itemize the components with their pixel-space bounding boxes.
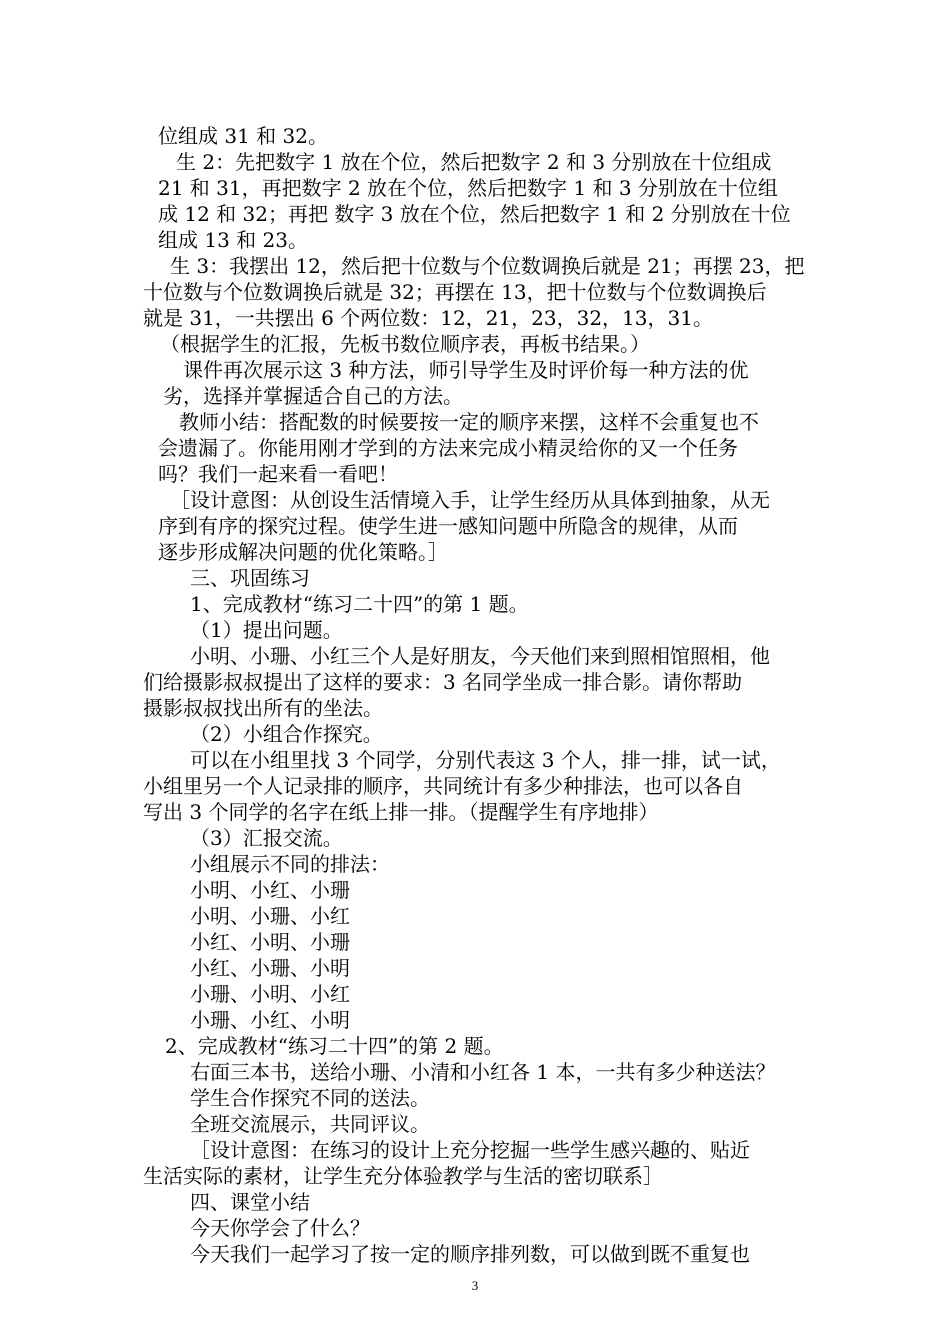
text-line: 生 2：先把数字 1 放在个位，然后把数字 2 和 3 分别放在十位组成 [176, 150, 772, 174]
text-line: 小组里另一个人记录排的顺序，共同统计有多少种排法，也可以各自 [143, 774, 743, 798]
text-line: ［设计意图：在练习的设计上充分挖掘一些学生感兴趣的、贴近 [190, 1138, 750, 1162]
text-line: 小组展示不同的排法： [190, 852, 390, 876]
text-line: （1）提出问题。 [190, 618, 343, 642]
text-line: 今天我们一起学习了按一定的顺序排列数，可以做到既不重复也 [190, 1242, 750, 1266]
text-line: 劣，选择并掌握适合自己的方法。 [163, 384, 463, 408]
text-line: 吗？我们一起来看一看吧！ [158, 462, 398, 486]
list-item: 小明、小红、小珊 [190, 878, 350, 902]
text-line: 今天你学会了什么？ [190, 1216, 370, 1240]
text-line: 序到有序的探究过程。使学生进一感知问题中所隐含的规律，从而 [158, 514, 738, 538]
text-line: 教师小结：搭配数的时候要按一定的顺序来摆，这样不会重复也不 [179, 410, 759, 434]
text-line: ［设计意图：从创设生活情境入手，让学生经历从具体到抽象，从无 [170, 488, 770, 512]
text-line: 21 和 31，再把数字 2 放在个位，然后把数字 1 和 3 分别放在十位组 [158, 176, 778, 200]
text-line: 全班交流展示，共同评议。 [190, 1112, 430, 1136]
list-item: 小珊、小红、小明 [190, 1008, 350, 1032]
section-heading: 四、课堂小结 [190, 1190, 310, 1214]
list-item: 小明、小珊、小红 [190, 904, 350, 928]
list-item: 小珊、小明、小红 [190, 982, 350, 1006]
text-line: 右面三本书，送给小珊、小清和小红各 1 本，一共有多少种送法？ [190, 1060, 776, 1084]
text-line: 生 3：我摆出 12，然后把十位数与个位数调换后就是 21；再摆 23，把 [170, 254, 805, 278]
text-line: 小明、小珊、小红三个人是好朋友，今天他们来到照相馆照相，他 [190, 644, 770, 668]
text-line: 课件再次展示这 3 种方法，师引导学生及时评价每一种方法的优 [183, 358, 749, 382]
text-line: 就是 31，一共摆出 6 个两位数：12，21，23，32，13，31。 [143, 306, 713, 330]
text-line: 组成 13 和 23。 [158, 228, 308, 252]
list-item: 小红、小珊、小明 [190, 956, 350, 980]
page-number: 3 [471, 1278, 479, 1293]
text-line: 十位数与个位数调换后就是 32；再摆在 13，把十位数与个位数调换后 [143, 280, 767, 304]
text-line: （根据学生的汇报，先板书数位顺序表，再板书结果。） [160, 332, 650, 356]
text-line: 们给摄影叔叔提出了这样的要求：3 名同学坐成一排合影。请你帮助 [143, 670, 743, 694]
text-line: 可以在小组里找 3 个同学，分别代表这 3 个人，排一排，试一试， [190, 748, 781, 772]
text-line: 位组成 31 和 32。 [158, 124, 328, 148]
section-heading: 三、巩固练习 [190, 566, 310, 590]
text-line: （3）汇报交流。 [190, 826, 343, 850]
text-line: 学生合作探究不同的送法。 [190, 1086, 430, 1110]
list-item: 小红、小明、小珊 [190, 930, 350, 954]
text-line: 摄影叔叔找出所有的坐法。 [143, 696, 383, 720]
text-line: 2、完成教材“练习二十四”的第 2 题。 [165, 1034, 504, 1058]
text-line: 逐步形成解决问题的优化策略。］ [158, 540, 448, 564]
text-line: 1、完成教材“练习二十四”的第 1 题。 [190, 592, 529, 616]
text-line: 成 12 和 32；再把 数字 3 放在个位，然后把数字 1 和 2 分别放在十位 [158, 202, 791, 226]
text-line: （2）小组合作探究。 [190, 722, 383, 746]
text-line: 会遗漏了。你能用刚才学到的方法来完成小精灵给你的又一个任务 [158, 436, 738, 460]
text-line: 写出 3 个同学的名字在纸上排一排。（提醒学生有序地排） [143, 800, 659, 824]
text-line: 生活实际的素材，让学生充分体验教学与生活的密切联系］ [143, 1164, 663, 1188]
